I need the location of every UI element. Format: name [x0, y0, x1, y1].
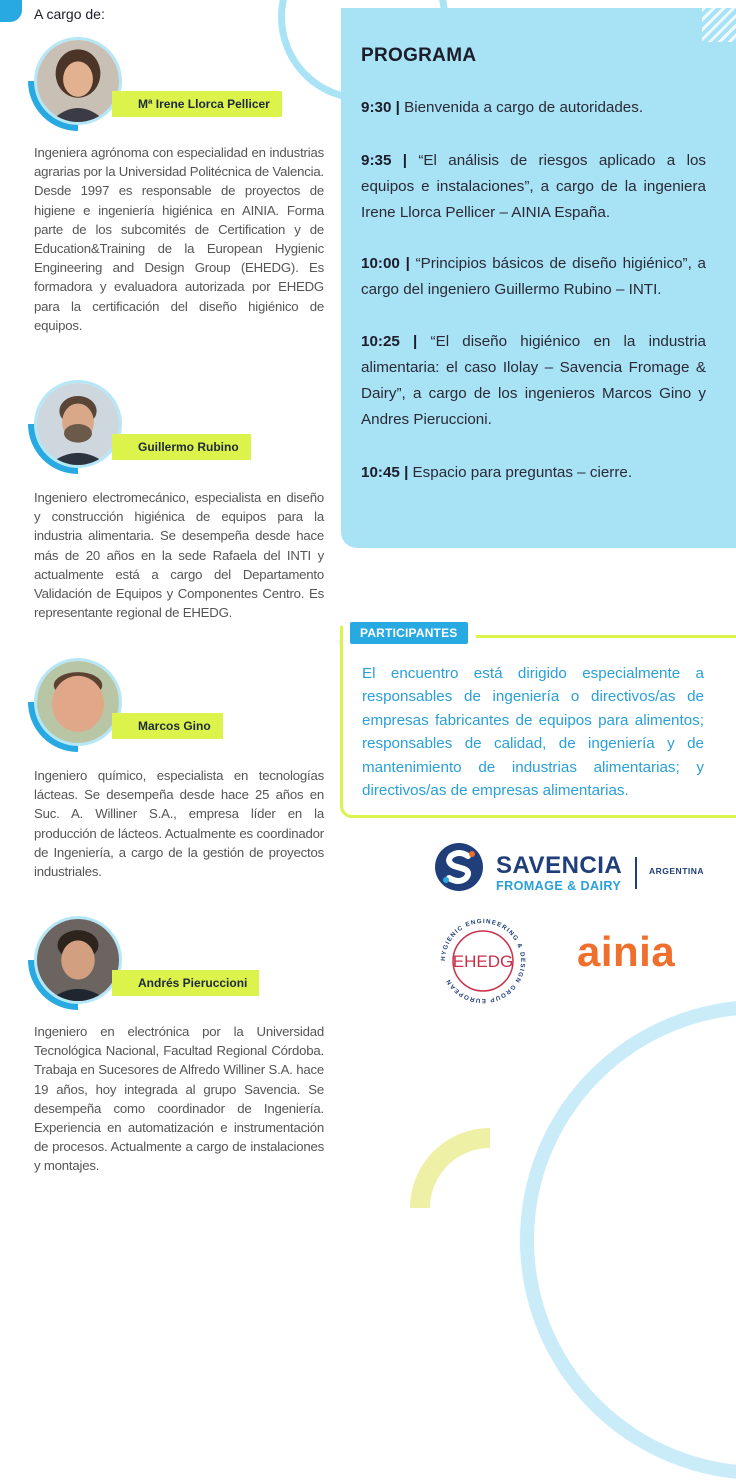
- logo-divider: [635, 857, 637, 889]
- decorative-stripes: [702, 8, 736, 42]
- savencia-name: SAVENCIA: [496, 852, 623, 879]
- program-time: 10:25 |: [361, 333, 418, 350]
- program-text: Espacio para preguntas – cierre.: [408, 464, 633, 481]
- avatar: [34, 916, 122, 1004]
- speaker-bio: Ingeniera agrónoma con especialidad en industrias agrarias por la Universidad Politécnica de Valencia. Desde 1997 es responsable de proyectos de higiene e ingeniería higiénica en AINIA. Forma parte de los subcomités de Certification y de Education&Training de la European Hygienic Engineering and Design Group (EHEDG). Es formadora y evaluadora autorizada por EHEDG para la certificación del diseño higiénico de equipos.: [34, 145, 324, 333]
- speaker-bio: Ingeniero químico, especialista en tecnologías lácteas. Se desempeña desde hace 25 años en Suc. A. Williner S.A., empresa líder en la producción de lácteos. Actualmente es coordinador de Ingeniería, a cargo de la gestión de proyectos industriales.: [34, 768, 324, 880]
- savencia-country: ARGENTINA: [649, 866, 705, 876]
- program-time: 9:35 |: [361, 152, 408, 169]
- program-text: “El diseño higiénico en la industria alimentaria: el caso Ilolay – Savencia Fromage & Dairy”, a cargo de los ingenieros Marcos Gino y Andres Pieruccioni.: [361, 333, 706, 428]
- speaker-name-tag: Guillermo Rubino: [112, 434, 251, 460]
- speaker-photo: [34, 37, 130, 133]
- avatar: [34, 658, 122, 746]
- participantes-rule: [476, 635, 736, 638]
- decorative-arc-bottom: [520, 1000, 736, 1480]
- programa-title: PROGRAMA: [361, 45, 477, 66]
- savencia-logo-icon: [434, 842, 484, 892]
- avatar: [34, 380, 122, 468]
- speaker-photo: [34, 658, 130, 754]
- ehedg-logo: [436, 914, 530, 1008]
- program-item: [361, 95, 706, 121]
- ainia-logo: ainia: [577, 928, 676, 975]
- speaker-name-tag: Marcos Gino: [112, 713, 223, 739]
- program-time: 10:00 |: [361, 255, 410, 272]
- program-item: [361, 329, 706, 433]
- program-item: [361, 251, 706, 303]
- program-time: 10:45 |: [361, 464, 409, 481]
- ehedg-name: EHEDG: [452, 952, 514, 971]
- avatar: [34, 37, 122, 125]
- speaker-bio: Ingeniero electromecánico, especialista en diseño y construcción higiénica de equipos para la industria alimentaria. Se desempeña desde hace más de 20 años en la sede Rafaela del INTI y actualmente está a cargo del Departamento Validación de Equipos y Componentes Centro. Es representante regional de EHEDG.: [34, 490, 324, 621]
- speaker-name-tag: Andrés Pieruccioni: [112, 970, 259, 996]
- savencia-subtitle: FROMAGE & DAIRY: [496, 879, 622, 893]
- program-text: Bienvenida a cargo de autoridades.: [399, 99, 644, 116]
- ehedg-ring-text: HYGIENIC ENGINEERING & DESIGN GROUP EUROPEAN: [439, 917, 527, 1005]
- speaker-photo: [34, 380, 130, 476]
- speaker-bio: Ingeniero en electrónica por la Universidad Tecnológica Nacional, Facultad Regional Córdoba. Trabaja en Sucesores de Alfredo Williner S.A. hace 19 años, hoy integrada al grupo Savencia. Se desempeña como coordinador de Ingeniería. Experiencia en automatización e instrumentación de procesos. Actualmente a cargo de instalaciones y montajes.: [34, 1024, 324, 1174]
- participantes-label: PARTICIPANTES: [350, 622, 468, 644]
- program-text: “El análisis de riesgos aplicado a los equipos e instalaciones”, a cargo de la ingeniera Irene Llorca Pellicer – AINIA España.: [361, 152, 706, 221]
- participantes-text: El encuentro está dirigido especialmente a responsables de ingeniería o directivos/as de empresas fabricantes de equipos para alimentos; responsables de calidad, de ingeniería y de mantenimiento de industrias alimentarias; y directivos/as de empresas alimentarias.: [362, 665, 704, 800]
- section-heading: A cargo de:: [34, 6, 105, 22]
- speaker-name-tag: Mª Irene Llorca Pellicer: [112, 91, 282, 117]
- speaker-photo: [34, 916, 130, 1012]
- program-text: “Principios básicos de diseño higiénico”, a cargo del ingeniero Guillermo Rubino – INTI.: [361, 255, 706, 298]
- corner-tab: [0, 0, 22, 22]
- program-item: [361, 460, 706, 486]
- program-item: [361, 148, 706, 226]
- program-time: 9:30 |: [361, 99, 400, 116]
